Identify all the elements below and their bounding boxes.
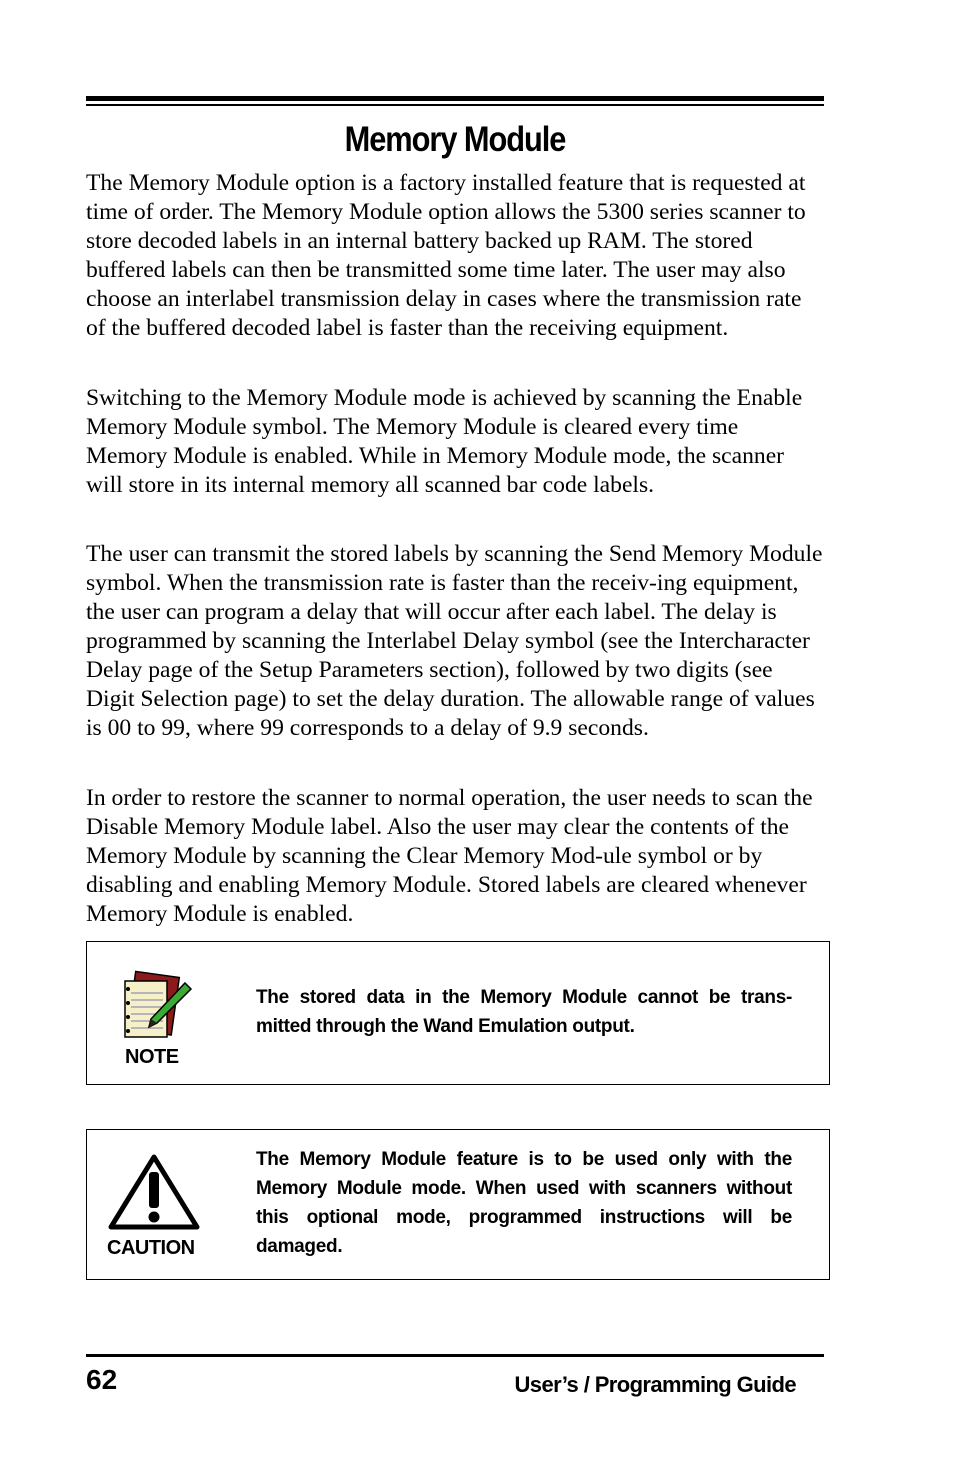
caution-text: The Memory Module feature is to be used only with the Memory Module mode. When used with scanners without this optional mode, programmed instructions will be damaged. [256,1149,792,1257]
footer-guide-title: User’s / Programming Guide [514,1372,796,1397]
paragraph-enable: Switching to the Memory Module mode is achieved by scanning the Enable Memory Module symbol. The Memory Module is cleared every time Memory Module is enabled. While in Memory Module mode, the scanner will store in its internal memory all scanned bar code labels. [86,385,803,498]
caution-label: CAUTION [107,1237,195,1259]
page-title: Memory Module [344,120,566,159]
paragraph-transmit: The user can transmit the stored labels by scanning the Send Memory Module symbol. When the transmission rate is faster than the receiv-ing equipment, the user can program a delay that will occur after each label. The delay is programmed by scanning the Interlabel Delay symbol (see the Intercharacter Delay page of the Setup Parameters section), followed by two digits (see Digit Selection page) to set the delay duration. The allowable range of values is 00 to 99, where 99 corresponds to a delay of 9.9 seconds. [86,541,823,741]
note-box [86,941,830,1085]
header-rule-thin [86,104,824,106]
warning-triangle-icon [108,1154,200,1230]
note-text: The stored data in the Memory Module cannot be trans-mitted through the Wand Emulation output. [256,987,792,1037]
note-label: NOTE [125,1046,179,1068]
notepad-pencil-icon [119,967,199,1045]
paragraph-intro: The Memory Module option is a factory installed feature that is requested at time of order. The Memory Module option allows the 5300 series scanner to store decoded labels in an internal battery backed up RAM. The stored buffered labels can then be transmitted some time later. The user may also choose an interlabel transmission delay in cases where the transmission rate of the buffered decoded label is faster than the receiving equipment. [86,170,806,341]
header-rule-thick [86,96,824,101]
caution-box [86,1129,830,1280]
paragraph-restore: In order to restore the scanner to normal operation, the user needs to scan the Disable Memory Module label. Also the user may clear the contents of the Memory Module by scanning the Clear Memory Mod-ule symbol or by disabling and enabling Memory Module. Stored labels are cleared whenever Memory Module is enabled. [86,785,813,927]
footer-rule [86,1354,824,1357]
page-number: 62 [86,1364,118,1395]
